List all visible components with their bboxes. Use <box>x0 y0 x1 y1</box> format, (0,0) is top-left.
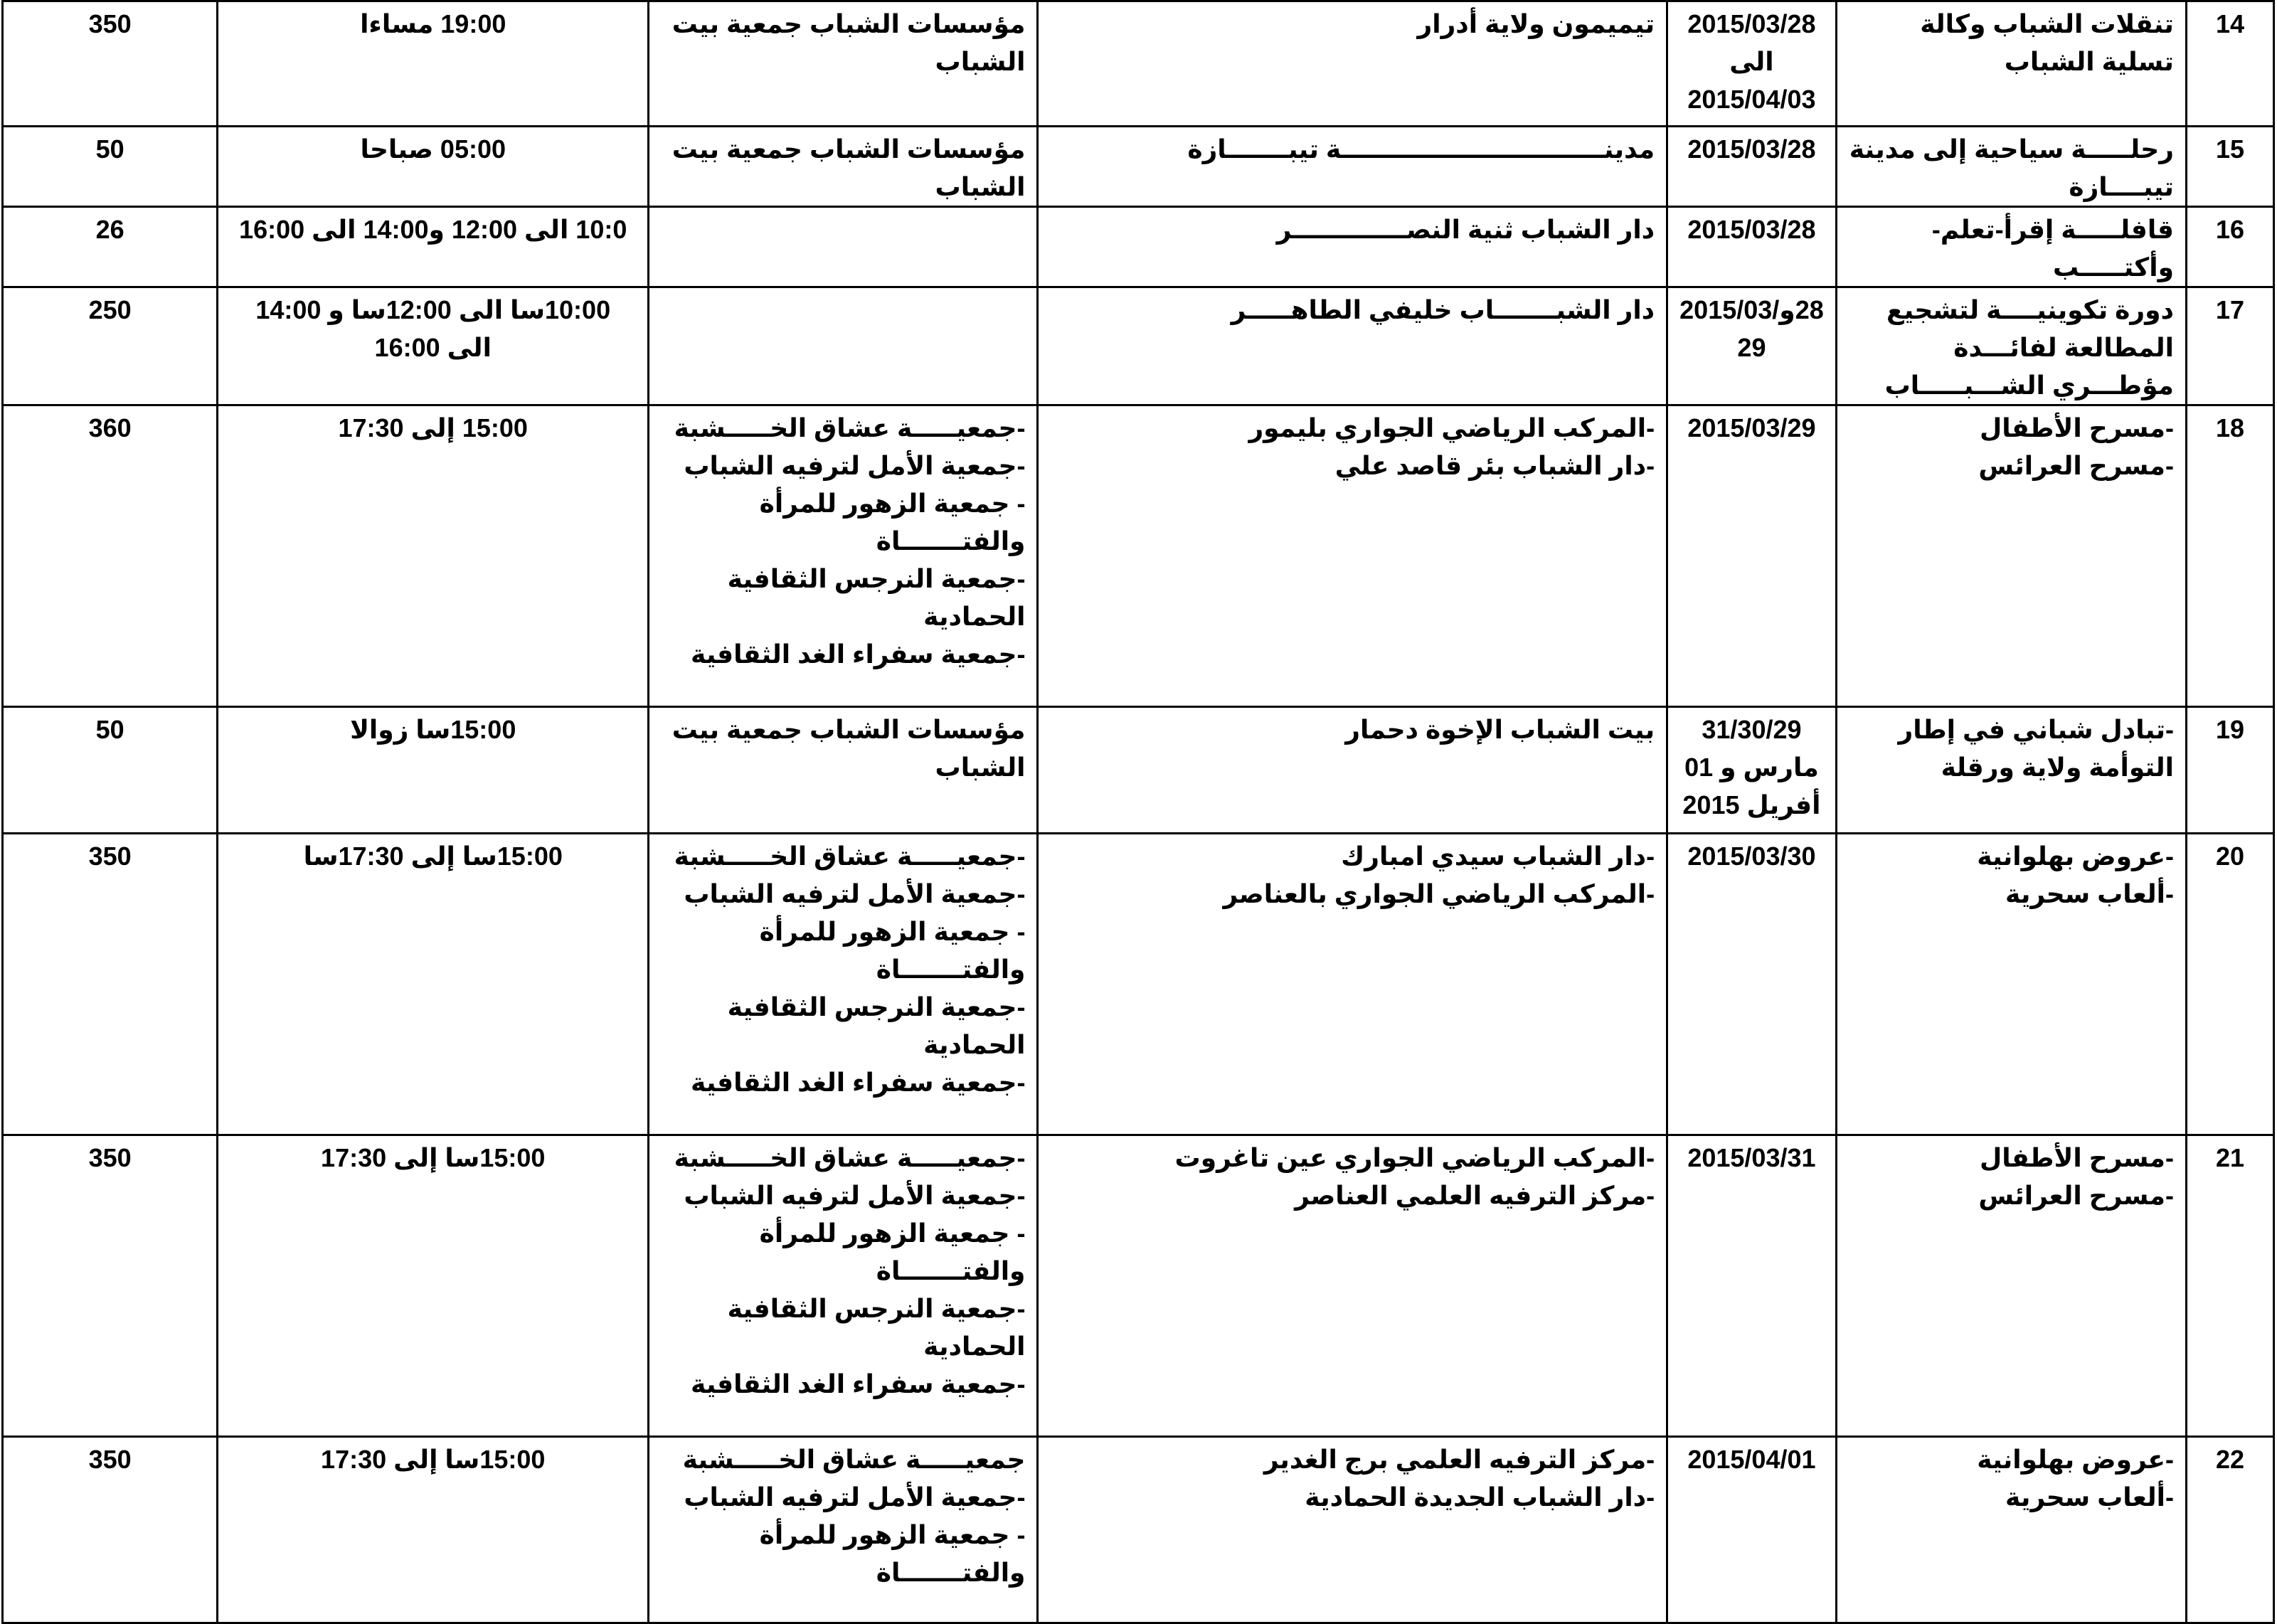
place-line: -المركب الرياضي الجواري بالعناصر <box>1223 879 1655 908</box>
activity-cell: تنقلات الشباب وكالة تسلية الشباب <box>1836 1 2186 127</box>
organizer-cell <box>649 405 1038 707</box>
organizer-cell <box>649 207 1038 287</box>
place-line: -دار الشباب سيدي امبارك <box>1341 842 1655 871</box>
organizer-line: -جمعية سفراء الغد الثقافية <box>691 1369 1026 1399</box>
time-cell: 15:00سا إلى 17:30 <box>218 1437 649 1623</box>
row-number: 17 <box>2186 287 2273 405</box>
activity-line: -عروض بهلوانية <box>1977 1445 2174 1474</box>
participants-cell: 350 <box>3 834 218 1135</box>
organizer-line: جمعيـــــة عشاق الخـــــشبة <box>682 1445 1026 1474</box>
participants-cell: 350 <box>3 1135 218 1437</box>
activity-cell <box>1836 1437 2186 1623</box>
date-cell: 31/30/29 مارس و 01 أفريل 2015 <box>1667 707 1837 834</box>
time-cell: 05:00 صباحا <box>218 127 649 207</box>
table-row <box>3 1437 2274 1623</box>
table-row <box>3 207 2274 287</box>
place-cell: مدينــــــــــــــــــــــــــــــة تيبـــــــازة <box>1038 127 1667 207</box>
activity-line: -مسرح الأطفال <box>1979 413 2174 442</box>
participants-cell: 350 <box>3 1437 218 1623</box>
row-number: 19 <box>2186 707 2273 834</box>
participants-cell: 26 <box>3 207 218 287</box>
organizer-line: -جمعية الأمل لترفيه الشباب <box>684 451 1026 480</box>
place-cell <box>1038 1437 1667 1623</box>
date-cell: 2015/04/01 <box>1667 1437 1837 1623</box>
date-cell: 2015/03/28 الى 2015/04/03 <box>1667 1 1837 127</box>
place-cell <box>1038 405 1667 707</box>
organizer-line: -جمعيـــــة عشاق الخـــــشبة <box>674 413 1026 442</box>
time-cell: 10:00سا الى 12:00سا و 14:00 الى 16:00 <box>218 287 649 405</box>
activity-line: -عروض بهلوانية <box>1977 842 2174 871</box>
row-number: 22 <box>2186 1437 2273 1623</box>
organizer-line: -جمعية الأمل لترفيه الشباب <box>684 1482 1026 1512</box>
participants-cell: 360 <box>3 405 218 707</box>
organizer-line: - جمعية الزهور للمرأة والفتـــــــاة <box>759 1219 1026 1285</box>
participants-cell: 50 <box>3 127 218 207</box>
table-row <box>3 707 2274 834</box>
row-number: 20 <box>2186 834 2273 1135</box>
organizer-cell <box>649 1135 1038 1437</box>
time-cell: 15:00 إلى 17:30 <box>218 405 649 707</box>
place-line: -دار الشباب الجديدة الحمادية <box>1305 1482 1655 1512</box>
organizer-cell <box>649 1437 1038 1623</box>
date-cell: 2015/03/28 <box>1667 207 1837 287</box>
place-cell <box>1038 834 1667 1135</box>
place-cell <box>1038 1135 1667 1437</box>
table-row <box>3 405 2274 707</box>
table-row <box>3 1 2274 127</box>
organizer-line: -جمعية الأمل لترفيه الشباب <box>684 1181 1026 1210</box>
table-row <box>3 127 2274 207</box>
participants-cell: 250 <box>3 287 218 405</box>
place-line: -المركب الرياضي الجواري عين تاغروت <box>1174 1143 1655 1172</box>
organizer-cell <box>649 287 1038 405</box>
activity-cell <box>1836 405 2186 707</box>
activity-cell: قافلـــــة إقرأ-تعلم-وأكتـــــب <box>1836 207 2186 287</box>
organizer-line: -جمعيـــــة عشاق الخـــــشبة <box>674 1143 1026 1172</box>
time-cell: 15:00سا زوالا <box>218 707 649 834</box>
table-row <box>3 834 2274 1135</box>
row-number: 15 <box>2186 127 2273 207</box>
row-number: 16 <box>2186 207 2273 287</box>
activity-line: -مسرح العرائس <box>1978 451 2174 480</box>
organizer-cell: مؤسسات الشباب جمعية بيت الشباب <box>649 707 1038 834</box>
date-cell: 2015/03/31 <box>1667 1135 1837 1437</box>
place-line: -مركز الترفيه العلمي العناصر <box>1295 1181 1655 1210</box>
date-cell: 2015/03/28 <box>1667 127 1837 207</box>
organizer-cell: مؤسسات الشباب جمعية بيت الشباب <box>649 127 1038 207</box>
activity-cell <box>1836 834 2186 1135</box>
activities-table <box>1 0 2275 1624</box>
table-row <box>3 287 2274 405</box>
organizer-line: - جمعية الزهور للمرأة والفتـــــــاة <box>759 1520 1026 1587</box>
place-line: -مركز الترفيه العلمي برج الغدير <box>1263 1445 1655 1474</box>
time-cell: 19:00 مساءا <box>218 1 649 127</box>
activity-cell: دورة تكوينيــــة لتشجيع المطالعة لفائـــدة مؤطـــري الشـــبـــــاب <box>1836 287 2186 405</box>
time-cell: 15:00سا إلى 17:30 <box>218 1135 649 1437</box>
activity-line: -مسرح الأطفال <box>1979 1143 2174 1172</box>
activity-cell: -تبادل شباني في إطار التوأمة ولاية ورقلة <box>1836 707 2186 834</box>
organizer-cell: مؤسسات الشباب جمعية بيت الشباب <box>649 1 1038 127</box>
table-row <box>3 1135 2274 1437</box>
activity-line: -مسرح العرائس <box>1978 1181 2174 1210</box>
activity-line: -ألعاب سحرية <box>2005 879 2174 908</box>
time-cell: 10:0 الى 12:00 و14:00 الى 16:00 <box>218 207 649 287</box>
organizer-line: -جمعية النرجس الثقافية الحمادية <box>727 564 1026 631</box>
time-cell: 15:00سا إلى 17:30سا <box>218 834 649 1135</box>
organizer-line: -جمعيـــــة عشاق الخـــــشبة <box>674 842 1026 871</box>
place-line: -المركب الرياضي الجواري بليمور <box>1248 413 1655 442</box>
place-cell: دار الشبـــــــاب خليفي الطاهـــــر <box>1038 287 1667 405</box>
activity-line: -ألعاب سحرية <box>2005 1482 2174 1512</box>
activity-cell: رحلـــــة سياحية إلى مدينة تيبــــازة <box>1836 127 2186 207</box>
organizer-line: -جمعية سفراء الغد الثقافية <box>691 1068 1026 1097</box>
date-cell: 2015/03/30 <box>1667 834 1837 1135</box>
place-cell: تيميمون ولاية أدرار <box>1038 1 1667 127</box>
organizer-line: -جمعية سفراء الغد الثقافية <box>691 639 1026 669</box>
date-cell: 2015/03/29 <box>1667 405 1837 707</box>
organizer-line: - جمعية الزهور للمرأة والفتـــــــاة <box>759 489 1026 556</box>
organizer-line: -جمعية النرجس الثقافية الحمادية <box>727 992 1026 1059</box>
participants-cell: 50 <box>3 707 218 834</box>
row-number: 21 <box>2186 1135 2273 1437</box>
place-line: -دار الشباب بئر قاصد علي <box>1334 451 1655 480</box>
participants-cell: 350 <box>3 1 218 127</box>
organizer-line: -جمعية النرجس الثقافية الحمادية <box>727 1294 1026 1361</box>
row-number: 14 <box>2186 1 2273 127</box>
activity-cell <box>1836 1135 2186 1437</box>
place-cell: بيت الشباب الإخوة دحمار <box>1038 707 1667 834</box>
row-number: 18 <box>2186 405 2273 707</box>
place-cell: دار الشباب ثنية النصـــــــــــــر <box>1038 207 1667 287</box>
date-cell: 28و2015/03/29 <box>1667 287 1837 405</box>
organizer-line: -جمعية الأمل لترفيه الشباب <box>684 879 1026 908</box>
organizer-cell <box>649 834 1038 1135</box>
organizer-line: - جمعية الزهور للمرأة والفتـــــــاة <box>759 917 1026 984</box>
